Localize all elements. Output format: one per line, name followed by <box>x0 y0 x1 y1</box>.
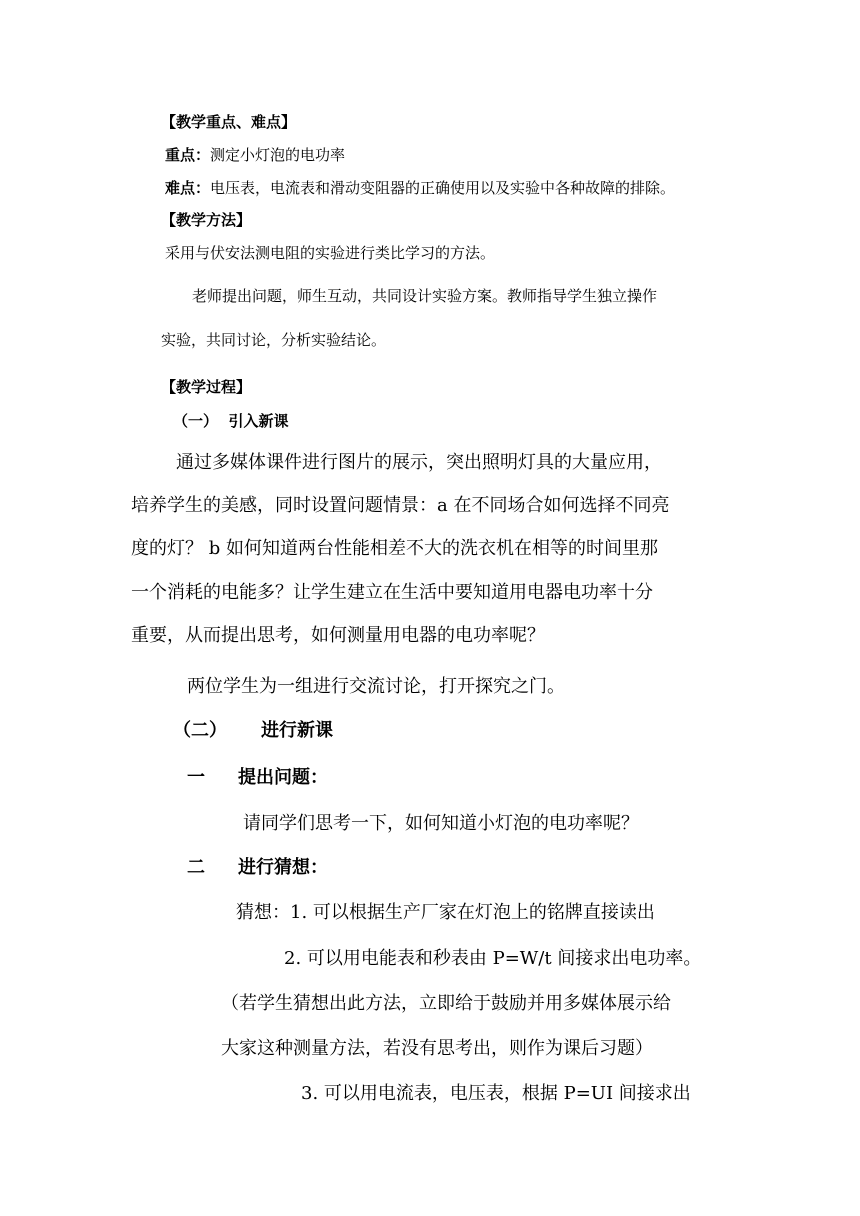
step-1-heading <box>187 769 328 787</box>
step-2-number: 二 <box>187 857 205 878</box>
key-point-text: 测定小灯泡的电功率 <box>210 146 346 164</box>
section-1-title: 引入新课 <box>228 412 289 430</box>
method-paragraph-1: 采用与伏安法测电阻的实验进行类比学习的方法。 <box>165 244 496 262</box>
difficulty-line <box>165 181 675 196</box>
intro-line-1: 通过多媒体课件进行图片的展示，突出照明灯具的大量应用， <box>176 452 662 473</box>
difficulty-text: 电压表，电流表和滑动变阻器的正确使用以及实验中各种故障的排除。 <box>210 179 676 197</box>
difficulty-label: 难点： <box>165 179 211 197</box>
section-2-heading <box>173 722 333 740</box>
intro-line-3: 度的灯？ b 如何知道两台性能相差不大的洗衣机在相等的时间里那 <box>131 538 658 559</box>
intro-line-2: 培养学生的美感，同时设置问题情景：a 在不同场合如何选择不同亮 <box>131 495 670 516</box>
method-paragraph-2-line-1: 老师提出问题，师生互动，共同设计实验方案。教师指导学生独立操作 <box>192 287 658 305</box>
step-2-title: 进行猜想： <box>238 857 328 878</box>
step-1-title: 提出问题： <box>238 767 328 788</box>
step-1-number: 一 <box>187 767 205 788</box>
heading-teaching-method: 【教学方法】 <box>161 211 252 229</box>
section-1-label: （一） <box>173 412 219 430</box>
step-1-question: 请同学们思考一下，如何知道小灯泡的电功率呢？ <box>243 813 639 834</box>
heading-key-points: 【教学重点、难点】 <box>161 113 297 131</box>
key-point-label: 重点： <box>165 146 211 164</box>
discussion-line: 两位学生为一组进行交流讨论，打开探究之门。 <box>187 676 565 697</box>
guess-1: 猜想：1. 可以根据生产厂家在灯泡上的铭牌直接读出 <box>236 902 655 923</box>
section-2-title: 进行新课 <box>261 720 333 741</box>
key-point-line <box>165 148 345 163</box>
guess-3: 3. 可以用电流表，电压表，根据 P=UI 间接求出 <box>301 1083 691 1104</box>
method-paragraph-2-line-2: 实验，共同讨论，分析实验结论。 <box>161 331 387 349</box>
section-2-label: （二） <box>173 720 227 741</box>
step-2-heading <box>187 859 328 877</box>
intro-line-5: 重要，从而提出思考，如何测量用电器的电功率呢？ <box>131 625 545 646</box>
section-1-heading <box>173 414 288 429</box>
guess-2-note-line-1: （若学生猜想出此方法，立即给于鼓励并用多媒体展示给 <box>221 993 671 1014</box>
intro-line-4: 一个消耗的电能多？让学生建立在生活中要知道用电器电功率十分 <box>131 582 653 603</box>
heading-teaching-process: 【教学过程】 <box>161 378 252 396</box>
guess-2-note-line-2: 大家这种测量方法，若没有思考出，则作为课后习题） <box>221 1038 653 1059</box>
guess-2: 2. 可以用电能表和秒表由 P=W/t 间接求出电功率。 <box>284 948 702 969</box>
